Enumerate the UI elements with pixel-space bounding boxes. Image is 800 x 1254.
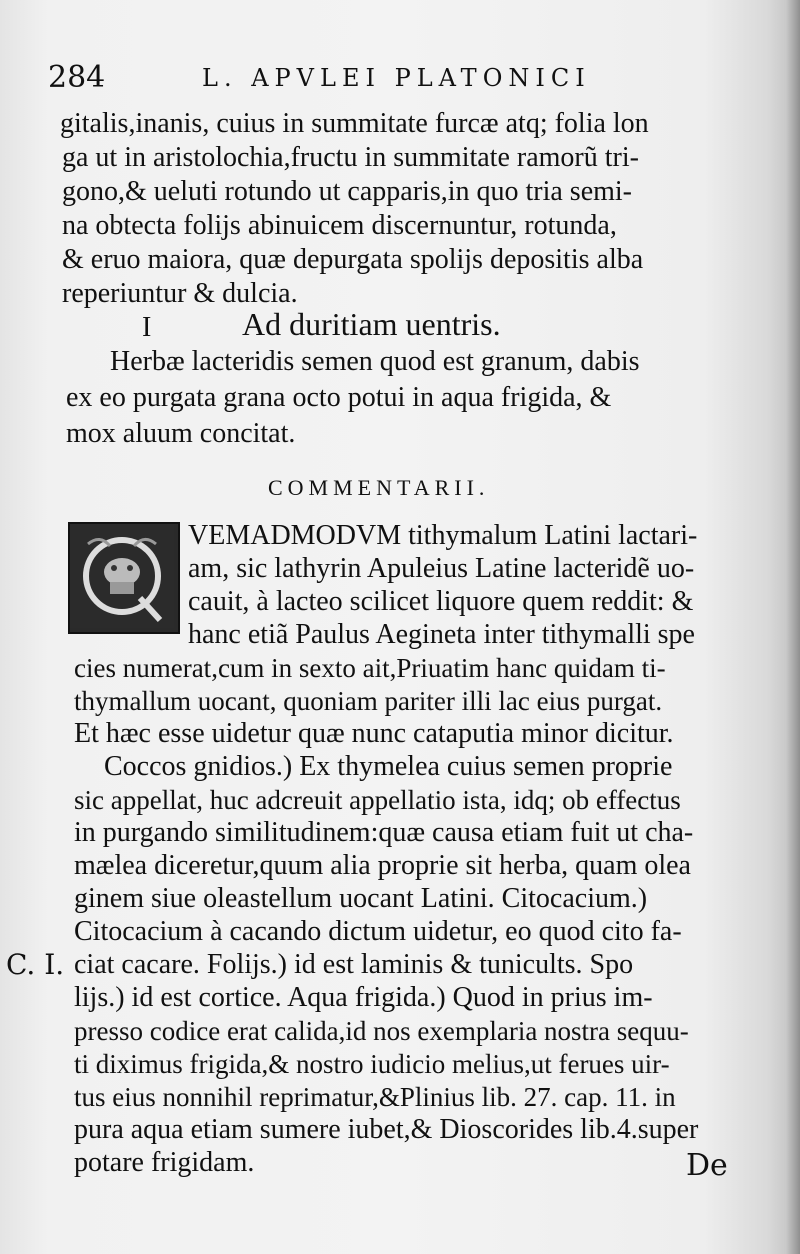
- commentary-line: Et hæc esse uidetur quæ nunc cataputia minor dicitur.: [74, 718, 674, 749]
- commentary-line: lijs.) id est cortice. Aqua frigida.) Quod in prius im-: [74, 982, 653, 1013]
- text-line: na obtecta folijs abinuicem discernuntur, rotunda,: [62, 210, 617, 241]
- commentary-line: Coccos gnidios.) Ex thymelea cuius semen proprie: [104, 751, 673, 782]
- page-header: [40, 60, 760, 100]
- commentary-line: mælea diceretur,quum alia proprie sit herba, quam olea: [74, 850, 691, 881]
- text-line: ga ut in aristolochia,fructu in summitate ramorũ tri-: [62, 142, 639, 173]
- decorated-initial: [68, 522, 180, 634]
- paragraph-line: ex eo purgata grana octo potui in aqua frigida, &: [66, 382, 612, 413]
- initial-q-ornament-icon: [70, 524, 174, 628]
- commentary-line: cies numerat,cum in sexto ait,Priuatim hanc quidam ti-: [74, 653, 666, 683]
- subheading-number: I: [142, 312, 152, 343]
- commentary-line: ti diximus frigida,& nostro iudicio melius,ut ferues uir-: [74, 1049, 670, 1079]
- commentary-line: ciat cacare. Folijs.) id est laminis & tunicults. Spo: [74, 949, 634, 980]
- commentary-line: ginem siue oleastellum uocant Latini. Citocacium.): [74, 883, 648, 914]
- text-line: gitalis,inanis, cuius in summitate furcæ atq; folia lon: [60, 108, 649, 139]
- running-head: L. APVLEI PLATONICI: [202, 64, 591, 92]
- commentary-line: Citocacium à cacando dictum uidetur, eo quod cito fa-: [74, 916, 682, 947]
- commentary-line: hanc etiã Paulus Aegineta inter tithymalli spe: [188, 619, 695, 650]
- commentary-line: potare frigidam.: [74, 1147, 255, 1178]
- text-line: reperiuntur & dulcia.: [62, 278, 298, 309]
- paragraph-line: Herbæ lacteridis semen quod est granum, dabis: [110, 346, 640, 377]
- page-number: 284: [48, 60, 106, 95]
- paragraph-line: mox aluum concitat.: [66, 418, 296, 449]
- subheading-title: Ad duritiam uentris.: [242, 306, 501, 342]
- commentary-line: tus eius nonnihil reprimatur,&Plinius lib. 27. cap. 11. in: [74, 1082, 676, 1112]
- commentary-line: pura aqua etiam sumere iubet,& Dioscorides lib.4.super: [74, 1114, 699, 1145]
- commentary-line: VEMADMODVM tithymalum Latini lactari-: [188, 520, 698, 551]
- commentary-line: sic appellat, huc adcreuit appellatio ista, idq; ob effectus: [74, 785, 681, 815]
- catchword: De: [686, 1148, 728, 1183]
- margin-note: C. I.: [6, 948, 65, 981]
- commentary-title: COMMENTARII.: [268, 475, 490, 500]
- commentary-line: cauit, à lacteo scilicet liquore quem reddit: &: [188, 586, 694, 617]
- commentary-line: presso codice erat calida,id nos exemplaria nostra sequu-: [74, 1016, 689, 1046]
- commentary-line: in purgando similitudinem:quæ causa etiam fuit ut cha-: [74, 817, 694, 848]
- commentary-line: thymallum uocant, quoniam pariter illi lac eius purgat.: [74, 686, 663, 716]
- text-line: gono,& ueluti rotundo ut capparis,in quo tria semi-: [62, 176, 633, 207]
- commentary-line: am, sic lathyrin Apuleius Latine lacteridẽ uo-: [188, 553, 695, 584]
- text-line: & eruo maiora, quæ depurgata spolijs depositis alba: [62, 244, 644, 275]
- page-edge-shadow: [786, 0, 800, 1254]
